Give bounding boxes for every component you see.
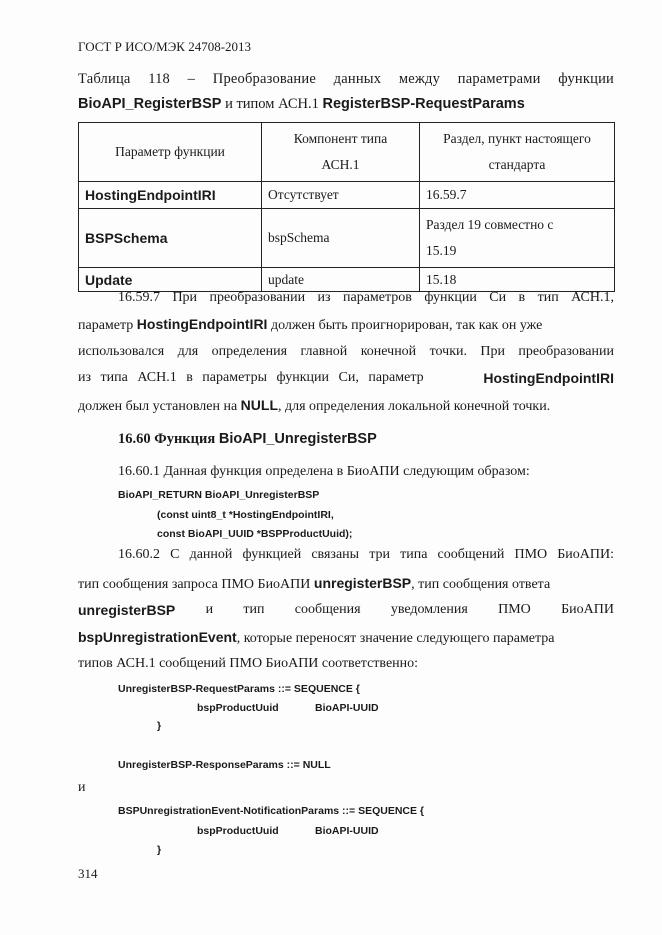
null-keyword: NULL xyxy=(240,397,278,413)
section-function-name: BioAPI_UnregisterBSP xyxy=(218,431,377,447)
para-16-60-2-line2: тип сообщения запроса ПМО БиоАПИ unregisterBSP, тип сообщения ответа xyxy=(78,575,551,592)
table-caption-line2 xyxy=(78,96,614,113)
cell-ref: 16.59.7 xyxy=(420,182,615,209)
code-line: BSPUnregistrationEvent-NotificationParams ::= SEQUENCE { xyxy=(118,805,425,817)
caption-type-name: RegisterBSP-RequestParams xyxy=(322,96,525,112)
conversion-table xyxy=(78,122,615,292)
message-type-name: unregisterBSP xyxy=(313,575,412,591)
para-16-59-7-line1: 16.59.7 При преобразовании из параметров функции Си в тип АСН.1, xyxy=(118,290,614,305)
caption-mid: и типом АСН.1 xyxy=(221,96,323,112)
section-heading: 16.60 Функция BioAPI_UnregisterBSP xyxy=(118,431,377,447)
cell-param: Update xyxy=(79,268,262,292)
message-type-name: unregisterBSP xyxy=(78,602,176,618)
page-number: 314 xyxy=(78,866,98,881)
para-16-59-7-line4: из типа АСН.1 в параметры функции Си, параметр HostingEndpointIRI xyxy=(78,370,614,386)
code-line: (const uint8_t *HostingEndpointIRI, xyxy=(157,509,334,521)
code-line: UnregisterBSP-ResponseParams ::= NULL xyxy=(118,759,331,771)
table-row xyxy=(79,268,615,292)
header-cell-param: Параметр функции xyxy=(79,123,262,182)
code-line: const BioAPI_UUID *BSPProductUuid); xyxy=(157,528,353,540)
conjunction-and: и xyxy=(78,780,86,795)
code-line: BioAPI_RETURN BioAPI_UnregisterBSP xyxy=(118,489,320,501)
cell-param: BSPSchema xyxy=(79,209,262,268)
table-header-row xyxy=(79,123,615,182)
param-name: HostingEndpointIRI xyxy=(483,370,614,386)
code-field-type: BioAPI-UUID xyxy=(315,702,379,714)
cell-component: Отсутствует xyxy=(262,182,420,209)
para-16-59-7-line5: должен был установлен на NULL, для определения локальной конечной точки. xyxy=(78,397,551,414)
header-cell-component: Компонент типа АСН.1 xyxy=(262,123,420,182)
code-field-name: bspProductUuid xyxy=(197,702,279,714)
event-type-name: bspUnregistrationEvent xyxy=(78,629,237,645)
table-caption-line1: Таблица 118 – Преобразование данных между параметрами функции xyxy=(78,71,614,87)
cell-param: HostingEndpointIRI xyxy=(79,182,262,209)
caption-function-name: BioAPI_RegisterBSP xyxy=(78,96,222,112)
cell-component: bspSchema xyxy=(262,209,420,268)
code-line: } xyxy=(157,844,162,856)
cell-component: update xyxy=(262,268,420,292)
param-name: HostingEndpointIRI xyxy=(136,316,268,332)
table-row xyxy=(79,209,615,268)
cell-ref: 15.18 xyxy=(420,268,615,292)
table-row xyxy=(79,182,615,209)
para-16-59-7-line2: параметр HostingEndpointIRI должен быть проигнорирован, так как он уже xyxy=(78,316,543,333)
para-16-60-2-line3: unregisterBSP и тип сообщения уведомления ПМО БиоАПИ xyxy=(78,602,614,618)
para-16-60-2-line4: bspUnregistrationEvent, которые переносят значение следующего параметра xyxy=(78,629,555,646)
para-16-60-2-line1: 16.60.2 С данной функцией связаны три типа сообщений ПМО БиоАПИ: xyxy=(118,547,614,562)
code-line: } xyxy=(157,720,162,732)
para-16-60-1: 16.60.1 Данная функция определена в БиоАПИ следующим образом: xyxy=(118,464,530,479)
para-16-59-7-line3: использовался для определения главной конечной точки. При преобразовании xyxy=(78,344,614,359)
code-field-type: BioAPI-UUID xyxy=(315,825,379,837)
code-line: UnregisterBSP-RequestParams ::= SEQUENCE { xyxy=(118,683,360,695)
cell-ref: Раздел 19 совместно с 15.19 xyxy=(420,209,615,268)
document-header: ГОСТ Р ИСО/МЭК 24708-2013 xyxy=(78,39,252,54)
para-16-60-2-line5: типов АСН.1 сообщений ПМО БиоАПИ соответственно: xyxy=(78,656,419,671)
header-cell-ref: Раздел, пункт настоящего стандарта xyxy=(420,123,615,182)
code-field-name: bspProductUuid xyxy=(197,825,279,837)
